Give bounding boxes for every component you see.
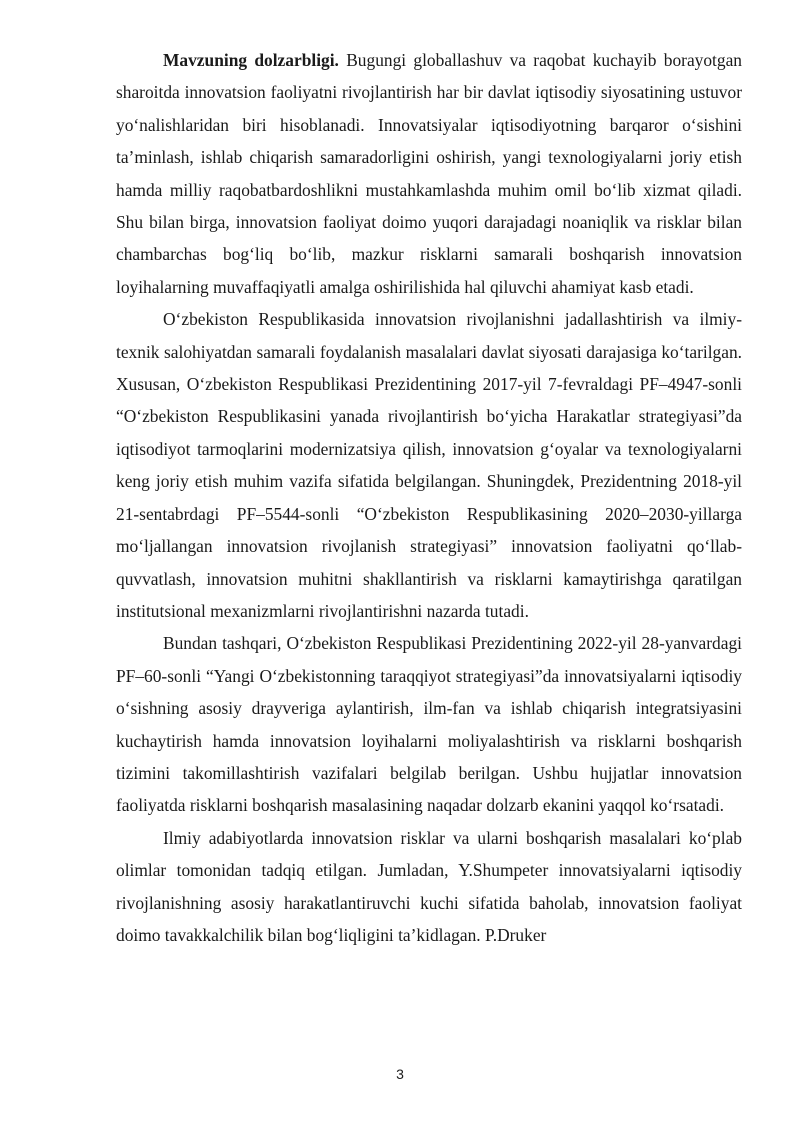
page-number: 3 bbox=[396, 1066, 404, 1082]
paragraph-text: Bundan tashqari, O‘zbekiston Respublikasi Prezidentining 2022-yil 28-yanvardagi PF–60-sonli “Yangi O‘zbekistonning taraqqiyot strategiyasi”da innovatsiyalarni iqtisodiy o‘sishning asosiy drayveriga aylantirish, ilm-fan va ishlab chiqarish integratsiyasini kuchaytirish hamda innovatsion loyihalarni moliyalashtirish va risklarni boshqarish tizimini takomillashtirish vazifalari belgilab berilgan. Ushbu hujjatlar innovatsion faoliyatda risklarni boshqarish masalasining naqadar dolzarb ekanini yaqqol ko‘rsatadi. bbox=[116, 633, 742, 816]
paragraph-text: Bugungi globallashuv va raqobat kuchayib borayotgan sharoitda innovatsion faoliyatni rivojlantirish har bir davlat iqtisodiy siyosatining ustuvor yo‘nalishlaridan biri hisoblanadi. Innovatsiyalar iqtisodiyotning barqaror o‘sishini ta’minlash, ishlab chiqarish samaradorligini oshirish, yangi texnologiyalarni joriy etish hamda milliy raqobatbardoshlikni mustahkamlashda muhim omil bo‘lib xizmat qiladi. Shu bilan birga, innovatsion faoliyat doimo yuqori darajadagi noaniqlik va risklar bilan chambarchas bog‘liq bo‘lib, mazkur risklarni samarali boshqarish innovatsion loyihalarning muvaffaqiyatli amalga oshirilishida hal qiluvchi ahamiyat kasb etadi. bbox=[116, 50, 742, 297]
paragraph-text: O‘zbekiston Respublikasida innovatsion rivojlanishni jadallashtirish va ilmiy-texnik salohiyatdan samarali foydalanish masalalari davlat siyosati darajasiga ko‘tarilgan. Xususan, O‘zbekiston Respublikasi Prezidentining 2017-yil 7-fevraldagi PF–4947-sonli “O‘zbekiston Respublikasini yanada rivojlantirish bo‘yicha Harakatlar strategiyasi”da iqtisodiyot tarmoqlarini modernizatsiya qilish, innovatsion g‘oyalar va texnologiyalarni keng joriy etish muhim vazifa sifatida belgilangan. Shuningdek, Prezidentning 2018-yil 21-sentabrdagi PF–5544-sonli “O‘zbekiston Respublikasining 2020–2030-yillarga mo‘ljallangan innovatsion rivojlanish strategiyasi” innovatsion faoliyatni qo‘llab-quvvatlash, innovatsion muhitni shakllantirish va risklarni kamaytirishga qaratilgan institutsional mexanizmlarni rivojlantirishni nazarda tutadi. bbox=[116, 309, 742, 621]
paragraph-state-policy bbox=[116, 303, 742, 627]
document-page bbox=[116, 44, 742, 951]
paragraph-text: Ilmiy adabiyotlarda innovatsion risklar va ularni boshqarish masalalari ko‘plab olimlar tomonidan tadqiq etilgan. Jumladan, Y.Shumpeter innovatsiyalarni iqtisodiy rivojlanishning asosiy harakatlantiruvchi kuchi sifatida baholab, innovatsion faoliyat doimo tavakkalchilik bilan bog‘liqligini ta’kidlagan. P.Druker bbox=[116, 827, 742, 945]
paragraph-relevance bbox=[116, 44, 742, 303]
section-lead-heading: Mavzuning dolzarbligi. bbox=[163, 50, 339, 70]
paragraph-new-uzbekistan-strategy bbox=[116, 627, 742, 821]
paragraph-literature-review bbox=[116, 822, 742, 952]
